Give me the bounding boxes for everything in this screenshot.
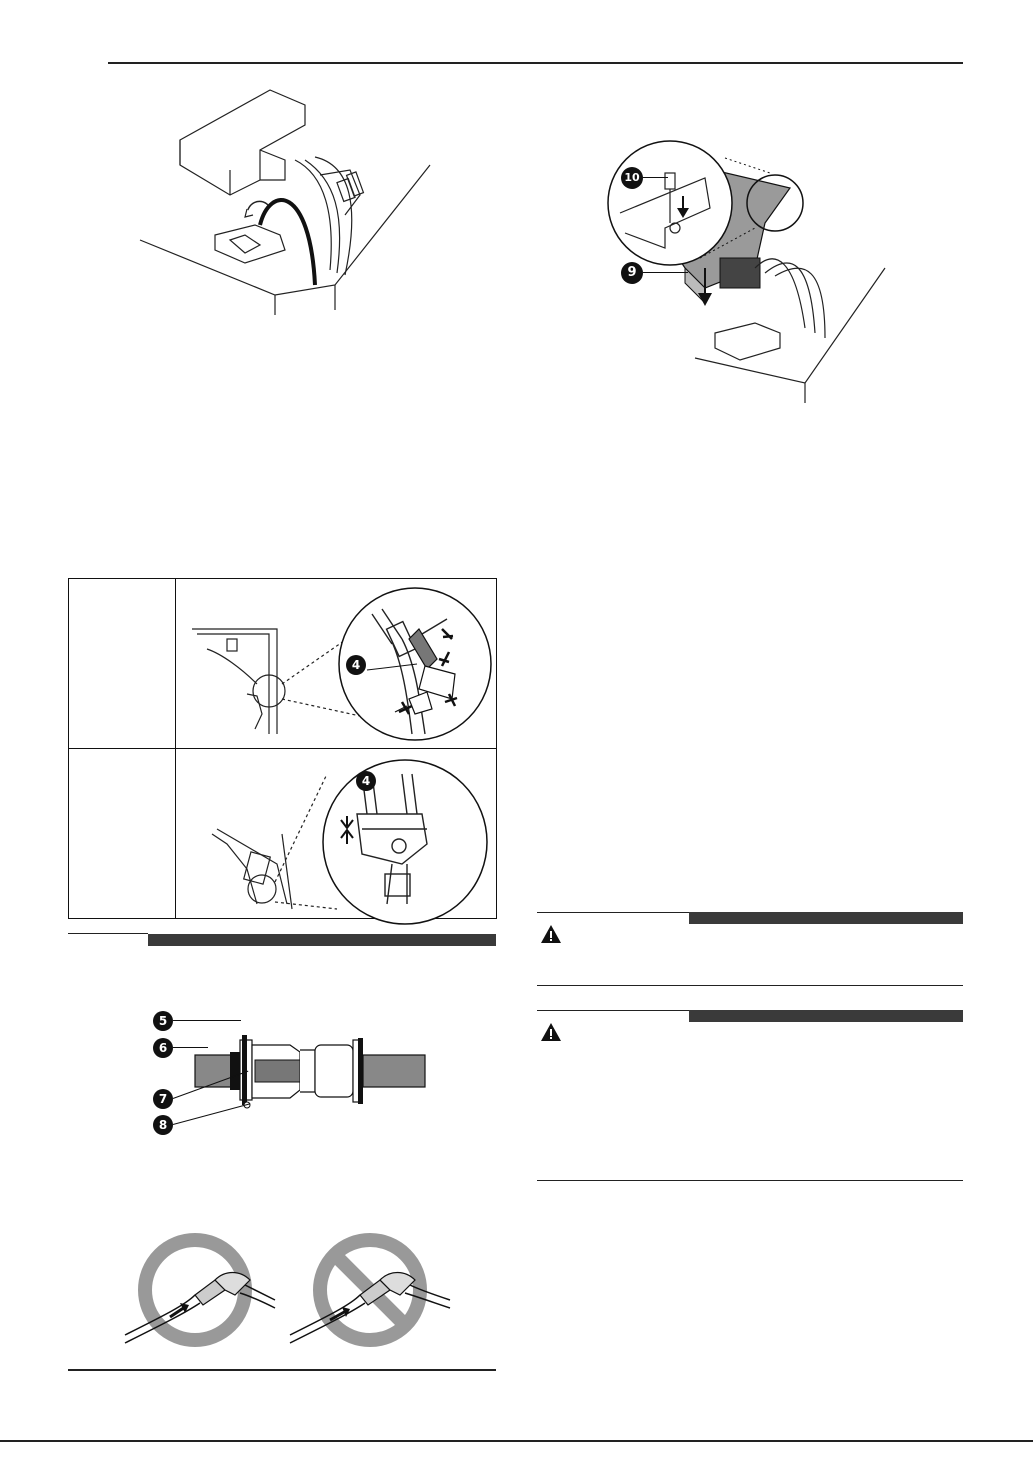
- callout-4-first: 4: [346, 655, 366, 675]
- cover-installation-illustration: [605, 128, 905, 408]
- circle-prohibited-icon: [305, 1240, 306, 1241]
- callout-5-leader: [173, 1020, 241, 1021]
- warning-triangle-icon: [540, 924, 562, 944]
- warning-top-rule: [537, 912, 689, 913]
- callout-9: 9: [621, 262, 643, 284]
- table-row-label-cell: [69, 579, 176, 748]
- tube-connection-illustration: [190, 1010, 430, 1130]
- caution-top-rule: [537, 1010, 689, 1011]
- table-row: [69, 579, 496, 749]
- table-row-label-cell: [69, 749, 176, 918]
- callout-4-second: 4: [356, 771, 376, 791]
- tube-routing-illustration: [135, 85, 435, 315]
- correct-insertion-illustration: [125, 1235, 275, 1345]
- warning-header-bar: [689, 912, 963, 924]
- callout-6: 6: [153, 1038, 173, 1058]
- note-top-rule: [68, 933, 148, 934]
- callout-10-leader: [643, 177, 668, 178]
- callout-6-leader: [173, 1047, 208, 1048]
- connection-table: [68, 578, 497, 919]
- tee-connector-illustration: [187, 754, 492, 914]
- warning-bottom-rule: [537, 985, 963, 986]
- note-header-bar: [148, 934, 496, 946]
- callout-7: 7: [153, 1089, 173, 1109]
- warning-triangle-icon: [540, 1022, 562, 1042]
- callout-10: 10: [621, 167, 643, 189]
- caution-bottom-rule: [537, 1180, 963, 1181]
- circle-ok-icon: [140, 1240, 141, 1241]
- elbow-connector-illustration: [187, 584, 492, 744]
- callout-8: 8: [153, 1115, 173, 1135]
- left-column-bottom-rule: [68, 1369, 496, 1371]
- incorrect-insertion-illustration: [290, 1235, 450, 1345]
- table-row: [69, 749, 496, 918]
- header-rule: [108, 62, 963, 64]
- footer-rule: [0, 1440, 1033, 1442]
- caution-header-bar: [689, 1010, 963, 1022]
- callout-9-leader: [643, 272, 688, 273]
- callout-5: 5: [153, 1011, 173, 1031]
